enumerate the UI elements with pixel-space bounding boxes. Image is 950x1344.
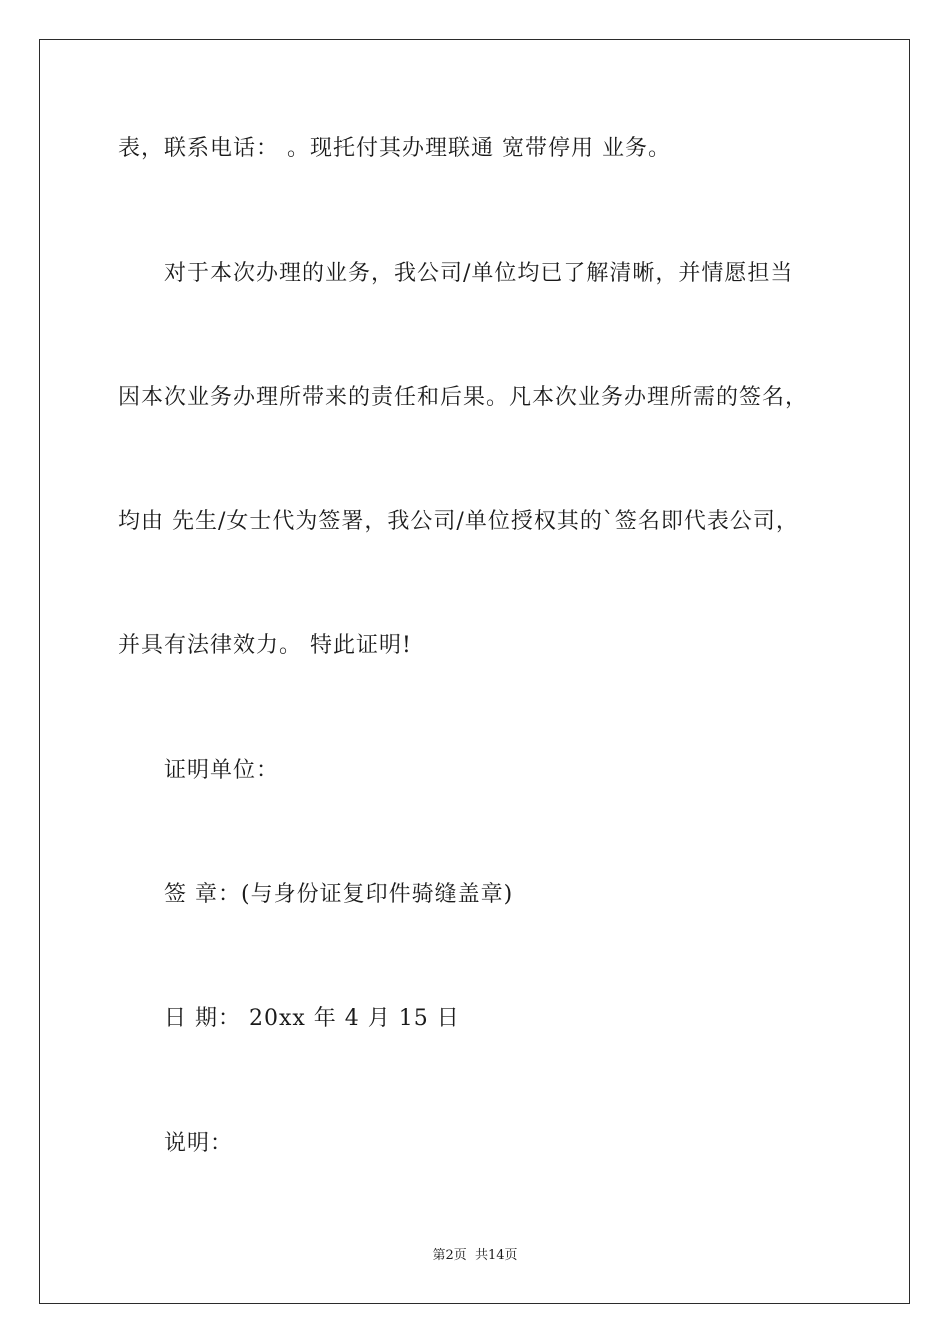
- page-border: [39, 39, 910, 1304]
- notes-label: 说明：: [164, 1131, 234, 1156]
- certifying-unit-label: 证明单位：: [164, 758, 280, 783]
- page-number-footer: 第2页 共14页: [432, 1248, 518, 1263]
- body-text-line-2: 对于本次办理的业务，我公司/单位均已了解清晰，并情愿担当: [164, 261, 794, 286]
- body-text-line-5: 并具有法律效力。 特此证明!: [118, 633, 412, 658]
- body-text-line-3: 因本次业务办理所带来的责任和后果。凡本次业务办理所需的签名，: [118, 385, 809, 410]
- body-text-line-4: 均由 先生/女士代为签署，我公司/单位授权其的`签名即代表公司，: [118, 509, 799, 534]
- body-text-line-1: 表，联系电话： 。现托付其办理联通 宽带停用 业务。: [118, 136, 671, 161]
- date-line: 日 期： 20xx 年 4 月 15 日: [164, 1006, 460, 1031]
- seal-label: 签 章：(与身份证复印件骑缝盖章): [164, 882, 514, 907]
